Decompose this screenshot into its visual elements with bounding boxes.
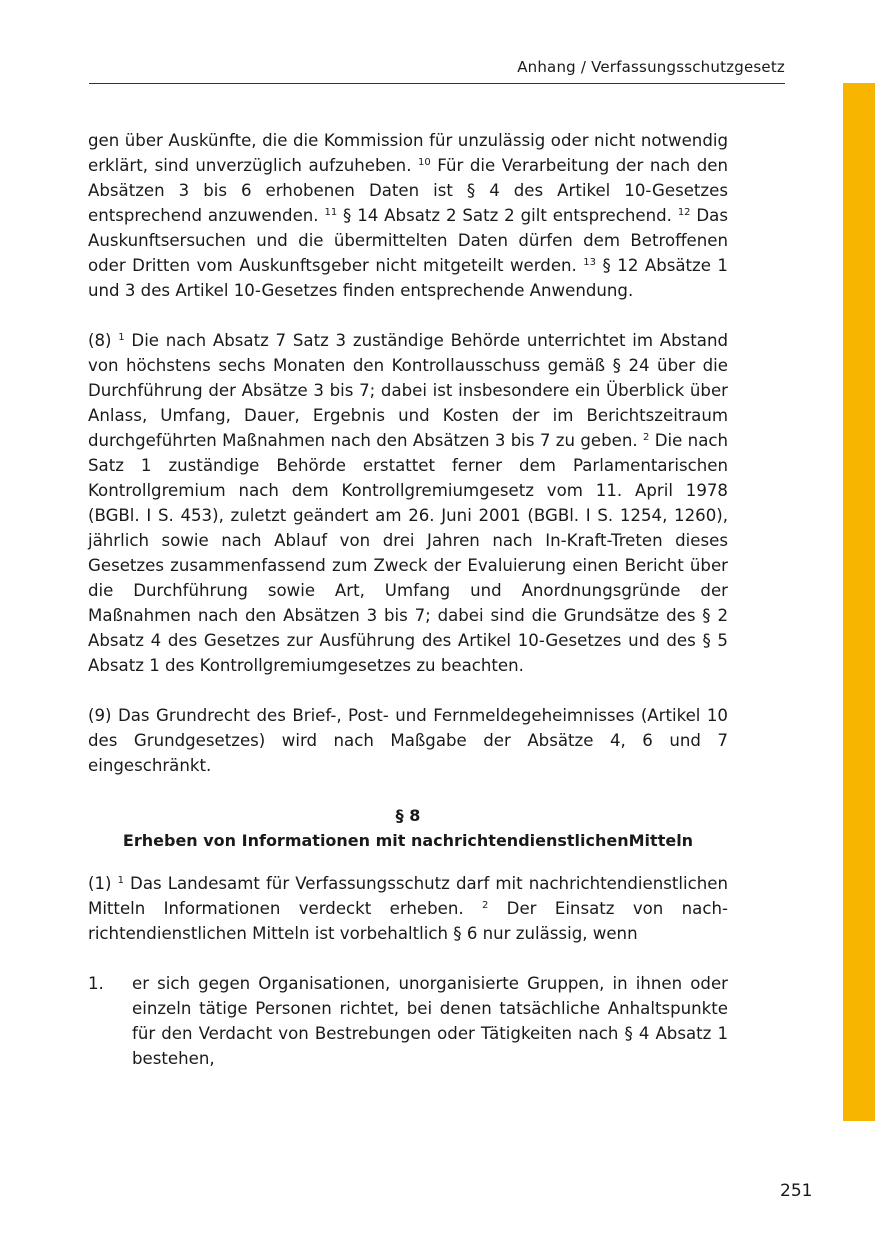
page-body	[88, 128, 728, 1071]
section-8-paragraph-1	[88, 871, 728, 946]
paragraph-8-text-b: Die nach Satz 1 zuständige Behörde erstattet ferner dem Parlamentarischen Kontrollgremium nach dem Kontrollgremiumgesetz vom 11. April 1978 (BGBl. I S. 453), zuletzt geändert am 26. Juni 2001 (BGBl. I S. 1254, 1260), jährlich sowie nach Ablauf von drei Jahren nach In-Kraft-Treten dieses Gesetzes zusammenfassend zum Zweck der Evaluierung einen Bericht über die Durchführung sowie Art, Umfang und Anordnungsgründe der Maßnahmen nach den Absätzen 3 bis 7; dabei sind die Grundsätze des § 2 Absatz 4 des Gesetzes zur Ausführung des Artikel 10-Gesetzes und des § 5 Absatz 1 des Kontrollgremiumgesetzes zu beachten.	[88, 431, 728, 675]
paragraph-8-text-a: Die nach Absatz 7 Satz 3 zuständige Behörde unterrichtet im Abstand von höchstens sechs Monaten den Kontrollausschuss gemäß § 24 über die Durchführung der Absätze 3 bis 7; dabei ist insbesondere ein Überblick über Anlass, Umfang, Dauer, Ergebnis und Kosten der im Berichtszeitraum durchgeführten Maßnahmen nach den Absätzen 3 bis 7 zu geben.	[88, 331, 729, 450]
sentence-number-2: 2	[481, 900, 489, 911]
sentence-number-12: 12	[677, 207, 691, 218]
section-heading	[88, 803, 728, 853]
thumb-index-tab	[843, 83, 875, 1121]
section-title: Erheben von Informationen mit nachrichtendienstlichenMitteln	[122, 831, 694, 850]
paragraph-9	[88, 703, 728, 778]
section-8-paragraph-1-label: (1)	[88, 874, 118, 893]
continuation-text-b: Für die Verarbeitung der nach den Absätzen 3 bis 6 erhobenen Daten ist § 4 des Artikel 10-Gesetzes entsprechend anzuwenden.	[88, 156, 729, 225]
sentence-number-13: 13	[583, 257, 597, 268]
section-8-paragraph-1-text-a: Das Landesamt für Verfassungsschutz darf mit nachrichtendienstlichen Mitteln Informationen verdeckt erheben.	[88, 874, 728, 918]
sentence-number-1: 1	[117, 875, 124, 886]
sentence-number-11: 11	[324, 207, 338, 218]
paragraph-8	[88, 328, 728, 678]
section-number: § 8	[395, 806, 421, 825]
continuation-text-d: Das Auskunftsersuchen und die übermittelten Daten dürfen dem Betroffenen oder Dritten vom Auskunftsgeber nicht mitgeteilt werden.	[88, 206, 728, 275]
running-head	[89, 58, 785, 84]
continuation-paragraph	[88, 128, 728, 303]
sentence-number-1: 1	[118, 332, 125, 343]
page-number: 251	[780, 1181, 813, 1201]
sentence-number-2: 2	[643, 432, 650, 443]
list-item-number: 1.	[88, 974, 104, 993]
sentence-number-10: 10	[418, 157, 431, 168]
paragraph-9-text: (9) Das Grundrecht des Brief-, Post- und Fernmeldegeheimnisses (Artikel 10 des Grundgesetzes) wird nach Maßgabe der Absätze 4, 6 und 7 eingeschränkt.	[88, 706, 728, 775]
continuation-text-c: § 14 Absatz 2 Satz 2 gilt entsprechend.	[337, 206, 678, 225]
section-8-paragraph-1-text-b: Der Einsatz von nachrichtendienstlichen Mitteln ist vorbehaltlich § 6 nur zulässig, wenn	[88, 899, 728, 943]
continuation-text-e: § 12 Absätze 1 und 3 des Artikel 10-Gesetzes finden entsprechende Anwendung.	[88, 256, 728, 300]
list-item-text: er sich gegen Organisationen, unorganisierte Gruppen, in ihnen oder einzeln tätige Personen richtet, bei denen tatsächliche Anhaltspunkte für den Verdacht von Bestrebungen oder Tätigkeiten nach § 4 Absatz 1 bestehen,	[132, 974, 728, 1068]
continuation-text-a: gen über Auskünfte, die die Kommission für unzulässig oder nicht notwendig erklärt, sind unverzüglich aufzuheben.	[88, 131, 728, 175]
paragraph-8-label: (8)	[88, 331, 119, 350]
list-item	[88, 971, 728, 1071]
running-head-text: Anhang / Verfassungsschutzgesetz	[517, 58, 785, 76]
